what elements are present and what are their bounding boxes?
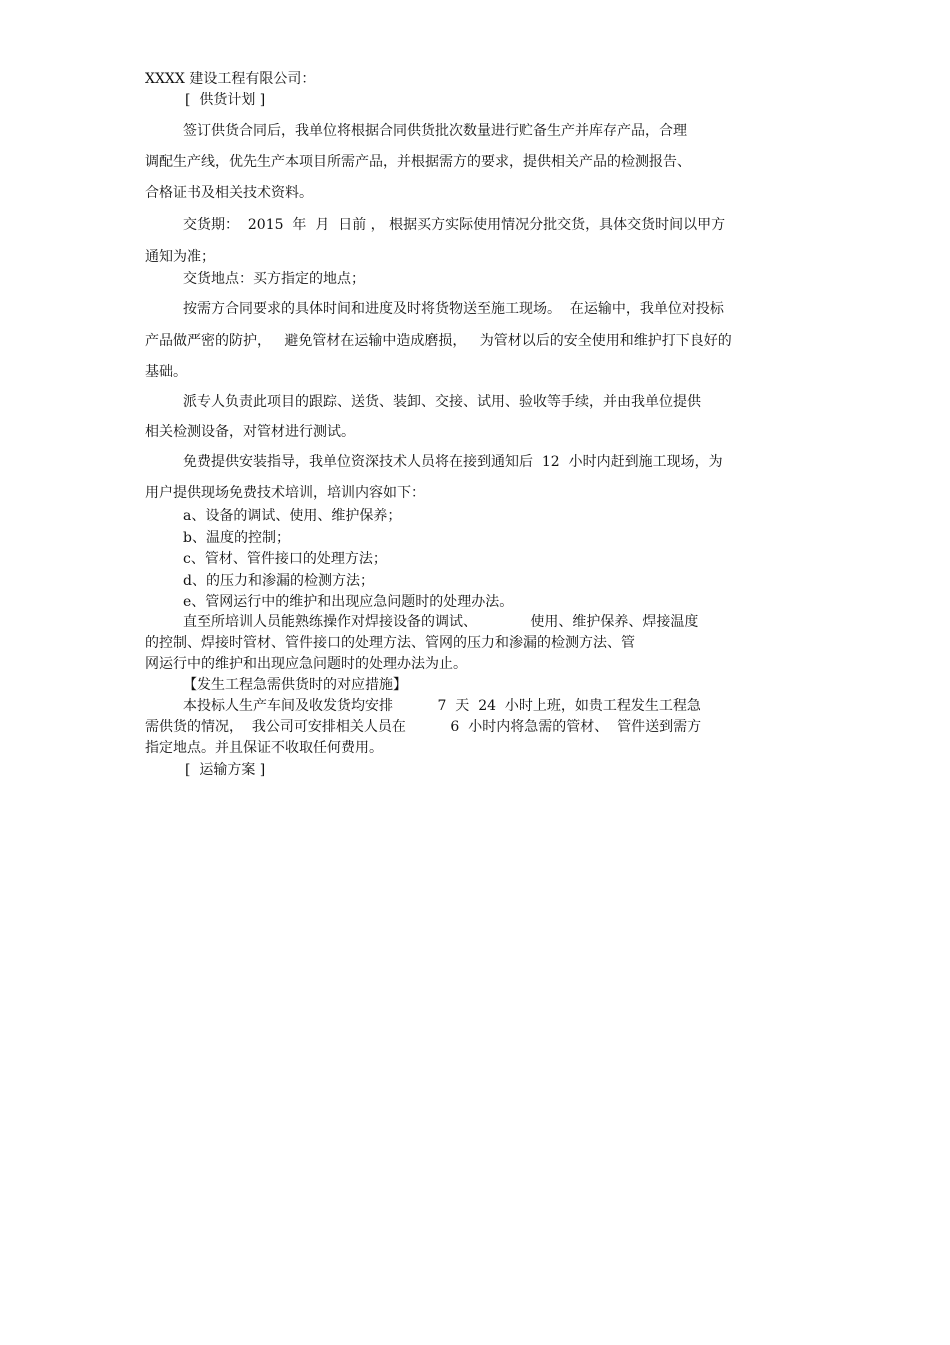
text-line: 签订供货合同后，我单位将根据合同供货批次数量进行贮备生产并库存产品，合理	[183, 123, 687, 139]
text-line: 直至所培训人员能熟练操作对焊接设备的调试、 使用、维护保养、焊接温度	[183, 614, 699, 630]
text-line: 用户提供现场免费技术培训，培训内容如下：	[145, 485, 425, 501]
list-item: d、的压力和渗漏的检测方法；	[183, 573, 374, 589]
text-line: 产品做严密的防护， 避免管材在运输中造成磨损， 为管材以后的安全使用和维护打下良好的	[145, 333, 732, 349]
delivery-place: 交货地点：买方指定的地点；	[183, 271, 365, 287]
heading-supply-plan: [ 供货计划 ]	[185, 92, 266, 108]
text-line: 基础。	[145, 364, 187, 380]
list-item: c、管材、管件接口的处理方法；	[183, 551, 387, 567]
text-line: 本投标人生产车间及收发货均安排 7 天 24 小时上班，如贵工程发生工程急	[183, 698, 701, 714]
text-line: 免费提供安装指导，我单位资深技术人员将在接到通知后 12 小时内赶到施工现场，为	[183, 454, 723, 470]
text-line: 交货期： 2015 年 月 日前 ， 根据买方实际使用情况分批交货，具体交货时间以甲方	[183, 217, 726, 233]
text-line: 按需方合同要求的具体时间和进度及时将货物送至施工现场。 在运输中，我单位对投标	[183, 301, 724, 317]
heading-emergency: 【发生工程急需供货时的对应措施】	[183, 677, 407, 693]
list-item: a、设备的调试、使用、维护保养；	[183, 508, 402, 524]
text-line: 网运行中的维护和出现应急问题时的处理办法为止。	[145, 656, 467, 672]
text-line: 派专人负责此项目的跟踪、送货、装卸、交接、试用、验收等手续，并由我单位提供	[183, 394, 701, 410]
text-line: 合格证书及相关技术资料。	[145, 185, 313, 201]
text-line: 相关检测设备，对管材进行测试。	[145, 424, 355, 440]
text-line: 需供货的情况， 我公司可安排相关人员在 6 小时内将急需的管材、 管件送到需方	[145, 719, 702, 735]
text-line: 的控制、焊接时管材、管件接口的处理方法、管网的压力和渗漏的检测方法、管	[145, 635, 635, 651]
text-line: 指定地点。并且保证不收取任何费用。	[145, 740, 383, 756]
heading-transport-plan: [ 运输方案 ]	[185, 762, 266, 778]
list-item: b、温度的控制；	[183, 530, 290, 546]
addressee: XXXX 建设工程有限公司：	[145, 71, 316, 87]
text-line: 调配生产线，优先生产本项目所需产品，并根据需方的要求，提供相关产品的检测报告、	[145, 154, 691, 170]
list-item: e、管网运行中的维护和出现应急问题时的处理办法。	[183, 594, 514, 610]
text-line: 通知为准；	[145, 249, 215, 265]
